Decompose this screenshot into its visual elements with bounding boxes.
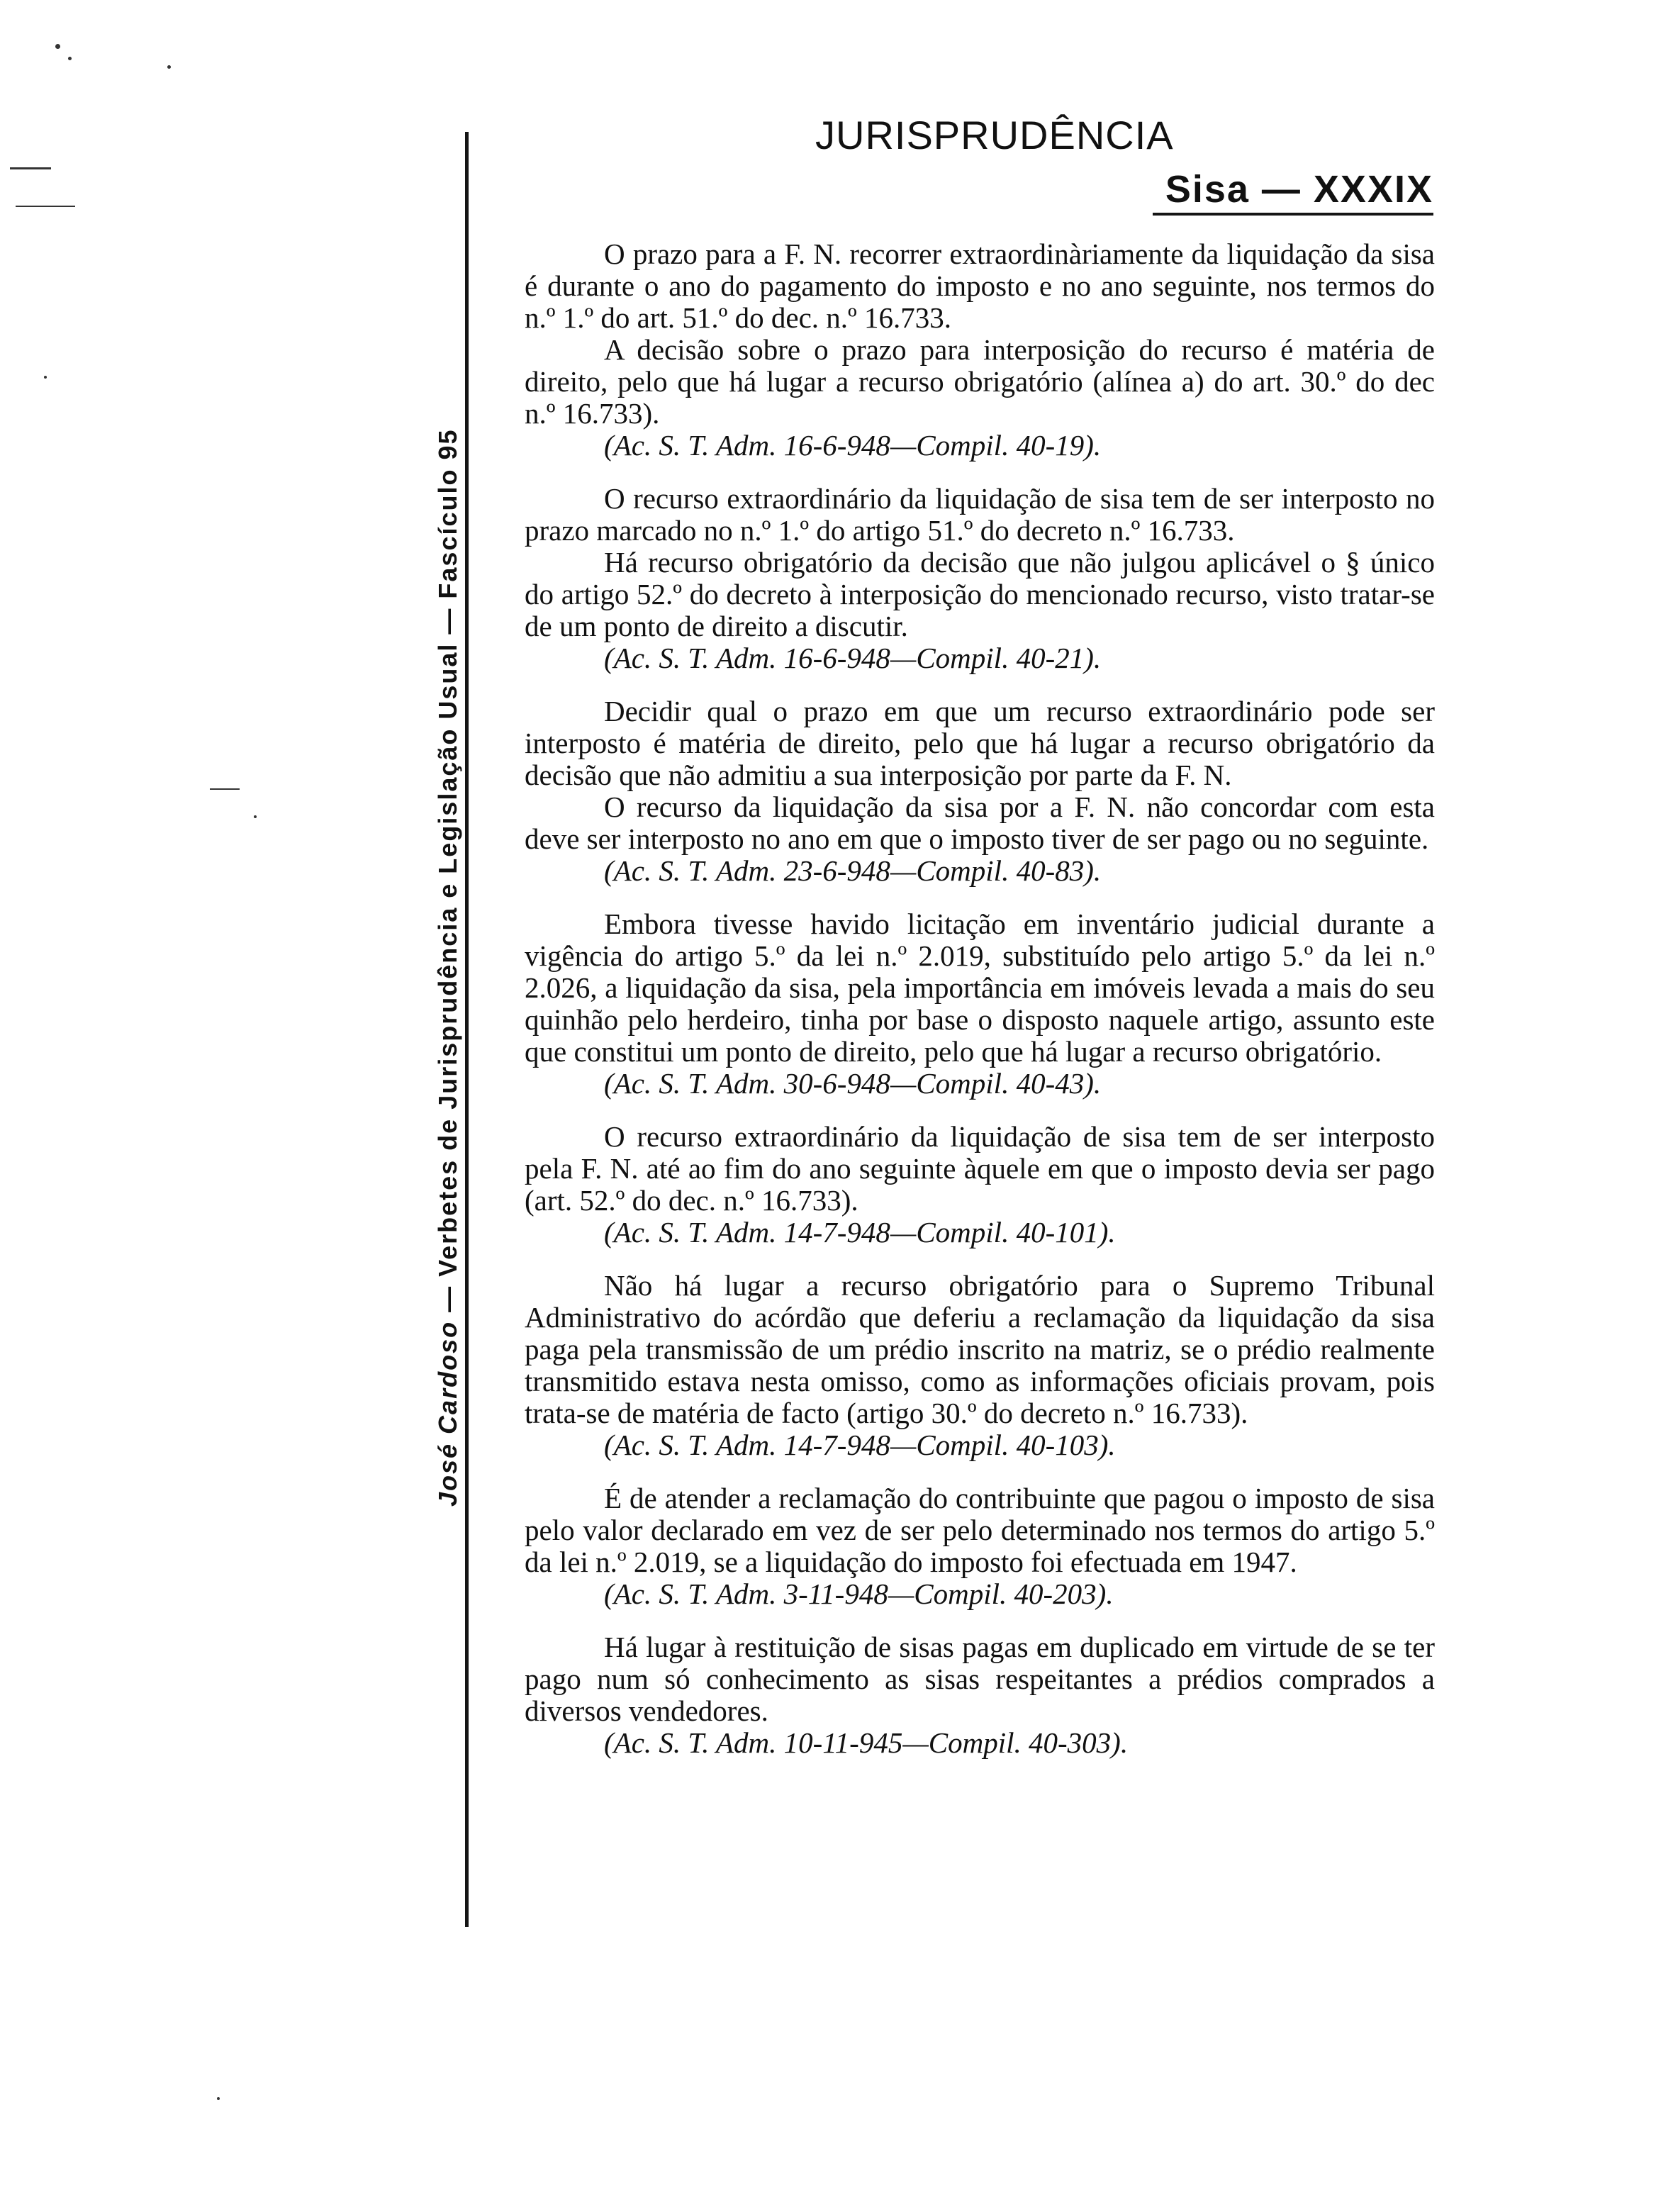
paragraph: É de atender a reclamação do contribuinte que pagou o imposto de sisa pelo valor declarado em vez de ser pelo determinado nos termos do artigo 5.º da lei n.º 2.019, se a liquidação do imposto foi efectuada em 1947.: [525, 1482, 1435, 1578]
section-title: Sisa — XXXIX: [1165, 168, 1433, 211]
paragraph: O prazo para a F. N. recorrer extraordinàriamente da liquidação da sisa é durante o ano do pagamento do imposto e no ano seguinte, nos termos do n.º 1.º do art. 51.º do dec. n.º 16.733.: [525, 238, 1435, 334]
citation: (Ac. S. T. Adm. 10-11-945—Compil. 40-303).: [604, 1726, 1129, 1759]
entry: [525, 238, 1435, 462]
page-title: JURISPRUDÊNCIA: [815, 113, 1174, 157]
citation: (Ac. S. T. Adm. 16-6-948—Compil. 40-19).: [604, 429, 1102, 462]
scan-speck: [254, 815, 257, 818]
entry: [525, 696, 1435, 887]
entry: [525, 1631, 1435, 1759]
entry: [525, 908, 1435, 1100]
paragraph: O recurso da liquidação da sisa por a F. N. não concordar com esta deve ser interposto no ano em que o imposto tiver de ser pago ou no seguinte.: [525, 791, 1435, 855]
side-title: — Verbetes de Jurisprudência e Legislação Usual — Fascículo 95: [433, 428, 462, 1321]
paragraph: Embora tivesse havido licitação em inventário judicial durante a vigência do artigo 5.º da lei n.º 2.019, substituído pelo artigo 5.º da lei n.º 2.026, a liquidação da sisa, pela importância em imóveis levada a mais do seu quinhão pelo herdeiro, tinha por base o disposto naquele artigo, assunto este que constitui um ponto de direito, pelo que há lugar a recurso obrigatório.: [525, 907, 1435, 1068]
citation: (Ac. S. T. Adm. 30-6-948—Compil. 40-43).: [604, 1067, 1102, 1100]
paragraph: A decisão sobre o prazo para interposição do recurso é matéria de direito, pelo que há lugar a recurso obrigatório (alínea a) do art. 30.º do dec n.º 16.733).: [525, 333, 1435, 430]
scan-speck: [55, 44, 60, 49]
entry: [525, 1121, 1435, 1249]
content-body: [525, 238, 1435, 1780]
citation: (Ac. S. T. Adm. 14-7-948—Compil. 40-101).: [604, 1216, 1116, 1249]
scan-speck: [44, 376, 47, 379]
side-author: José Cardoso: [433, 1320, 462, 1507]
scan-speck: [167, 65, 171, 69]
citation: (Ac. S. T. Adm. 3-11-948—Compil. 40-203).: [604, 1577, 1114, 1610]
paragraph: O recurso extraordinário da liquidação de sisa tem de ser interposto pela F. N. até ao fim do ano seguinte àquele em que o imposto devia ser pago (art. 52.º do dec. n.º 16.733).: [525, 1120, 1435, 1217]
scan-mark: [16, 206, 75, 207]
paragraph: Decidir qual o prazo em que um recurso extraordinário pode ser interposto é matéria de direito, pelo que há lugar a recurso obrigatório da decisão que não admitiu a sua interposição por parte da F. N.: [525, 695, 1435, 791]
paragraph: Há lugar à restituição de sisas pagas em duplicado em virtude de se ter pago num só conhecimento as sisas respeitantes a prédios comprados a diversos vendedores.: [525, 1631, 1435, 1727]
citation: (Ac. S. T. Adm. 16-6-948—Compil. 40-21).: [604, 642, 1102, 674]
entry: [525, 1482, 1435, 1610]
entry: [525, 483, 1435, 674]
section-underline: [1153, 213, 1433, 216]
citation: (Ac. S. T. Adm. 14-7-948—Compil. 40-103).: [604, 1429, 1116, 1461]
scan-mark: [10, 167, 51, 169]
citation: (Ac. S. T. Adm. 23-6-948—Compil. 40-83).: [604, 854, 1102, 887]
paragraph: O recurso extraordinário da liquidação de sisa tem de ser interposto no prazo marcado no n.º 1.º do artigo 51.º do decreto n.º 16.733.: [525, 482, 1435, 547]
scan-speck: [68, 57, 72, 60]
paragraph: Não há lugar a recurso obrigatório para o Supremo Tribunal Administrativo do acórdão que deferiu a reclamação da liquidação da sisa paga pela transmissão de um prédio inscrito na matriz, se o prédio realmente transmitido estava nesta omisso, como as informações oficiais provam, pois trata-se de matéria de facto (artigo 30.º do decreto n.º 16.733).: [525, 1269, 1435, 1429]
entry: [525, 1270, 1435, 1461]
side-running-title: [430, 428, 466, 1507]
scan-mark: [210, 788, 240, 790]
scan-speck: [217, 2097, 220, 2100]
paragraph: Há recurso obrigatório da decisão que não julgou aplicável o § único do artigo 52.º do decreto à interposição do mencionado recurso, visto tratar-se de um ponto de direito a discutir.: [525, 546, 1435, 642]
